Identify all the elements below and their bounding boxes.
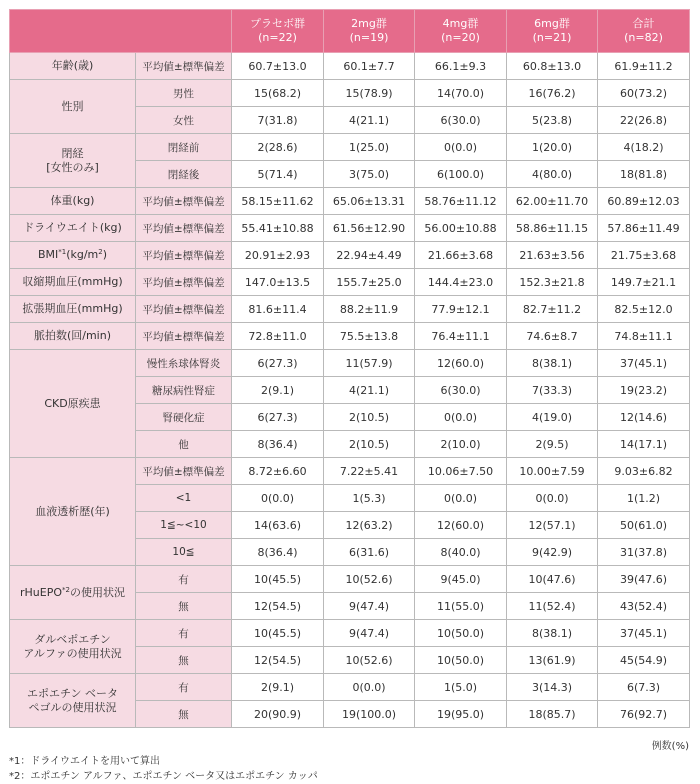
value-cell: 5(23.8) — [507, 107, 598, 134]
value-cell: 10.00±7.59 — [507, 458, 598, 485]
value-cell: 12(14.6) — [598, 404, 690, 431]
value-cell: 20.91±2.93 — [232, 242, 324, 269]
value-cell: 15(78.9) — [324, 80, 415, 107]
value-cell: 6(27.3) — [232, 350, 324, 377]
value-cell: 12(60.0) — [415, 350, 507, 377]
value-cell: 61.56±12.90 — [324, 215, 415, 242]
sub-label: 無 — [136, 701, 232, 728]
value-cell: 19(95.0) — [415, 701, 507, 728]
sub-label: 有 — [136, 620, 232, 647]
sub-label: 男性 — [136, 80, 232, 107]
col-header: プラセボ群 (n=22) — [232, 10, 324, 53]
value-cell: 4(19.0) — [507, 404, 598, 431]
value-cell: 14(70.0) — [415, 80, 507, 107]
sub-label: 閉経後 — [136, 161, 232, 188]
value-cell: 74.8±11.1 — [598, 323, 690, 350]
row-bmi — [10, 242, 690, 269]
row-weight — [10, 188, 690, 215]
value-cell: 14(17.1) — [598, 431, 690, 458]
value-cell: 8(40.0) — [415, 539, 507, 566]
value-cell: 9(45.0) — [415, 566, 507, 593]
value-cell: 88.2±11.9 — [324, 296, 415, 323]
col-header: 4mg群 (n=20) — [415, 10, 507, 53]
value-cell: 72.8±11.0 — [232, 323, 324, 350]
category-label: CKD原疾患 — [10, 350, 136, 458]
value-cell: 0(0.0) — [232, 485, 324, 512]
sub-label: 平均値±標準偏差 — [136, 296, 232, 323]
category-label: 性別 — [10, 80, 136, 134]
row-ckd — [10, 350, 690, 377]
row-dbp — [10, 296, 690, 323]
row-dialysis — [10, 458, 690, 485]
value-cell: 13(61.9) — [507, 647, 598, 674]
value-cell: 65.06±13.31 — [324, 188, 415, 215]
value-cell: 10(50.0) — [415, 620, 507, 647]
value-cell: 1(25.0) — [324, 134, 415, 161]
value-cell: 43(52.4) — [598, 593, 690, 620]
category-label: ダルベポエチン アルファの使用状況 — [10, 620, 136, 674]
value-cell: 10(45.5) — [232, 566, 324, 593]
value-cell: 37(45.1) — [598, 620, 690, 647]
value-cell: 74.6±8.7 — [507, 323, 598, 350]
value-cell: 22(26.8) — [598, 107, 690, 134]
sub-label: 無 — [136, 647, 232, 674]
value-cell: 60.89±12.03 — [598, 188, 690, 215]
category-label: 閉経 [女性のみ] — [10, 134, 136, 188]
value-cell: 9(47.4) — [324, 593, 415, 620]
category-label: 拡張期血圧(mmHg) — [10, 296, 136, 323]
value-cell: 1(1.2) — [598, 485, 690, 512]
value-cell: 4(18.2) — [598, 134, 690, 161]
value-cell: 12(54.5) — [232, 593, 324, 620]
value-cell: 152.3±21.8 — [507, 269, 598, 296]
row-age — [10, 53, 690, 80]
value-cell: 7.22±5.41 — [324, 458, 415, 485]
value-cell: 10(47.6) — [507, 566, 598, 593]
value-cell: 76.4±11.1 — [415, 323, 507, 350]
row-dryweight — [10, 215, 690, 242]
value-cell: 62.00±11.70 — [507, 188, 598, 215]
value-cell: 6(31.6) — [324, 539, 415, 566]
sub-label: 慢性糸球体腎炎 — [136, 350, 232, 377]
category-label: rHuEPO$^{*2}$の使用状況 — [10, 566, 136, 620]
sub-label: 平均値±標準偏差 — [136, 242, 232, 269]
value-cell: 82.7±11.2 — [507, 296, 598, 323]
category-label: 脈拍数(回/min) — [10, 323, 136, 350]
sub-label: <1 — [136, 485, 232, 512]
value-cell: 2(10.5) — [324, 404, 415, 431]
row-sbp — [10, 269, 690, 296]
value-cell: 8.72±6.60 — [232, 458, 324, 485]
value-cell: 11(52.4) — [507, 593, 598, 620]
value-cell: 5(71.4) — [232, 161, 324, 188]
value-cell: 149.7±21.1 — [598, 269, 690, 296]
value-cell: 60.1±7.7 — [324, 53, 415, 80]
footnote-1: *1：ドライウエイトを用いて算出 — [9, 756, 161, 767]
value-cell: 6(100.0) — [415, 161, 507, 188]
row-epoetin-yes — [10, 674, 690, 701]
value-cell: 39(47.6) — [598, 566, 690, 593]
value-cell: 19(100.0) — [324, 701, 415, 728]
col-header: 2mg群 (n=19) — [324, 10, 415, 53]
sub-label: 平均値±標準偏差 — [136, 269, 232, 296]
category-label: ドライウエイト(kg) — [10, 215, 136, 242]
value-cell: 9.03±6.82 — [598, 458, 690, 485]
value-cell: 6(30.0) — [415, 377, 507, 404]
value-cell: 8(38.1) — [507, 350, 598, 377]
value-cell: 10(50.0) — [415, 647, 507, 674]
value-cell: 82.5±12.0 — [598, 296, 690, 323]
value-cell: 4(21.1) — [324, 377, 415, 404]
value-cell: 21.66±3.68 — [415, 242, 507, 269]
value-cell: 2(9.1) — [232, 377, 324, 404]
value-cell: 10.06±7.50 — [415, 458, 507, 485]
row-sex-male — [10, 80, 690, 107]
sub-label: 他 — [136, 431, 232, 458]
sub-label: 1≦~<10 — [136, 512, 232, 539]
category-label: 年齢(歳) — [10, 53, 136, 80]
value-cell: 1(5.0) — [415, 674, 507, 701]
category-label: 血液透析歴(年) — [10, 458, 136, 566]
sub-label: 平均値±標準偏差 — [136, 323, 232, 350]
value-cell: 12(57.1) — [507, 512, 598, 539]
value-cell: 12(63.2) — [324, 512, 415, 539]
value-cell: 60.8±13.0 — [507, 53, 598, 80]
value-cell: 0(0.0) — [415, 134, 507, 161]
value-cell: 0(0.0) — [415, 485, 507, 512]
value-cell: 10(52.6) — [324, 647, 415, 674]
value-cell: 12(54.5) — [232, 647, 324, 674]
value-cell: 31(37.8) — [598, 539, 690, 566]
row-pulse — [10, 323, 690, 350]
value-cell: 147.0±13.5 — [232, 269, 324, 296]
col-header: 合計 (n=82) — [598, 10, 690, 53]
value-cell: 19(23.2) — [598, 377, 690, 404]
patient-demographics-table — [9, 9, 690, 728]
value-cell: 21.63±3.56 — [507, 242, 598, 269]
sub-label: 女性 — [136, 107, 232, 134]
value-cell: 1(5.3) — [324, 485, 415, 512]
row-rhuepo-yes — [10, 566, 690, 593]
value-cell: 6(30.0) — [415, 107, 507, 134]
unit-note: 例数(%) — [651, 741, 689, 752]
sub-label: 平均値±標準偏差 — [136, 458, 232, 485]
value-cell: 16(76.2) — [507, 80, 598, 107]
value-cell: 45(54.9) — [598, 647, 690, 674]
header-corner — [10, 10, 232, 53]
value-cell: 2(9.1) — [232, 674, 324, 701]
value-cell: 76(92.7) — [598, 701, 690, 728]
value-cell: 4(80.0) — [507, 161, 598, 188]
value-cell: 60.7±13.0 — [232, 53, 324, 80]
value-cell: 75.5±13.8 — [324, 323, 415, 350]
sub-label: 10≦ — [136, 539, 232, 566]
value-cell: 50(61.0) — [598, 512, 690, 539]
value-cell: 37(45.1) — [598, 350, 690, 377]
value-cell: 10(45.5) — [232, 620, 324, 647]
value-cell: 22.94±4.49 — [324, 242, 415, 269]
footnote-2: *2：エポエチン アルファ、エポエチン ベータ又はエポエチン カッパ — [9, 771, 318, 782]
value-cell: 15(68.2) — [232, 80, 324, 107]
sub-label: 糖尿病性腎症 — [136, 377, 232, 404]
category-label: $BMI^{*1}(kg/m^2)$ — [10, 242, 136, 269]
value-cell: 12(60.0) — [415, 512, 507, 539]
value-cell: 60(73.2) — [598, 80, 690, 107]
sub-label: 閉経前 — [136, 134, 232, 161]
value-cell: 144.4±23.0 — [415, 269, 507, 296]
value-cell: 2(28.6) — [232, 134, 324, 161]
value-cell: 4(21.1) — [324, 107, 415, 134]
value-cell: 56.00±10.88 — [415, 215, 507, 242]
value-cell: 1(20.0) — [507, 134, 598, 161]
value-cell: 57.86±11.49 — [598, 215, 690, 242]
category-label: 収縮期血圧(mmHg) — [10, 269, 136, 296]
value-cell: 3(14.3) — [507, 674, 598, 701]
category-label: エポエチン ベータ ペゴルの使用状況 — [10, 674, 136, 728]
sub-label: 有 — [136, 674, 232, 701]
value-cell: 0(0.0) — [415, 404, 507, 431]
value-cell: 18(85.7) — [507, 701, 598, 728]
sub-label: 平均値±標準偏差 — [136, 215, 232, 242]
row-darbe-yes — [10, 620, 690, 647]
value-cell: 58.76±11.12 — [415, 188, 507, 215]
value-cell: 66.1±9.3 — [415, 53, 507, 80]
value-cell: 9(42.9) — [507, 539, 598, 566]
value-cell: 0(0.0) — [324, 674, 415, 701]
row-meno-pre — [10, 134, 690, 161]
value-cell: 7(33.3) — [507, 377, 598, 404]
sub-label: 平均値±標準偏差 — [136, 188, 232, 215]
value-cell: 20(90.9) — [232, 701, 324, 728]
value-cell: 7(31.8) — [232, 107, 324, 134]
value-cell: 21.75±3.68 — [598, 242, 690, 269]
value-cell: 2(10.0) — [415, 431, 507, 458]
value-cell: 9(47.4) — [324, 620, 415, 647]
value-cell: 18(81.8) — [598, 161, 690, 188]
value-cell: 55.41±10.88 — [232, 215, 324, 242]
value-cell: 58.86±11.15 — [507, 215, 598, 242]
value-cell: 0(0.0) — [507, 485, 598, 512]
value-cell: 8(36.4) — [232, 431, 324, 458]
value-cell: 2(9.5) — [507, 431, 598, 458]
col-header: 6mg群 (n=21) — [507, 10, 598, 53]
value-cell: 2(10.5) — [324, 431, 415, 458]
value-cell: 14(63.6) — [232, 512, 324, 539]
value-cell: 81.6±11.4 — [232, 296, 324, 323]
sub-label: 有 — [136, 566, 232, 593]
value-cell: 58.15±11.62 — [232, 188, 324, 215]
value-cell: 11(57.9) — [324, 350, 415, 377]
value-cell: 8(38.1) — [507, 620, 598, 647]
value-cell: 10(52.6) — [324, 566, 415, 593]
category-label: 体重(kg) — [10, 188, 136, 215]
value-cell: 8(36.4) — [232, 539, 324, 566]
value-cell: 155.7±25.0 — [324, 269, 415, 296]
header-row — [10, 10, 690, 53]
value-cell: 3(75.0) — [324, 161, 415, 188]
value-cell: 11(55.0) — [415, 593, 507, 620]
sub-label: 平均値±標準偏差 — [136, 53, 232, 80]
value-cell: 6(7.3) — [598, 674, 690, 701]
sub-label: 無 — [136, 593, 232, 620]
value-cell: 61.9±11.2 — [598, 53, 690, 80]
sub-label: 腎硬化症 — [136, 404, 232, 431]
value-cell: 6(27.3) — [232, 404, 324, 431]
value-cell: 77.9±12.1 — [415, 296, 507, 323]
